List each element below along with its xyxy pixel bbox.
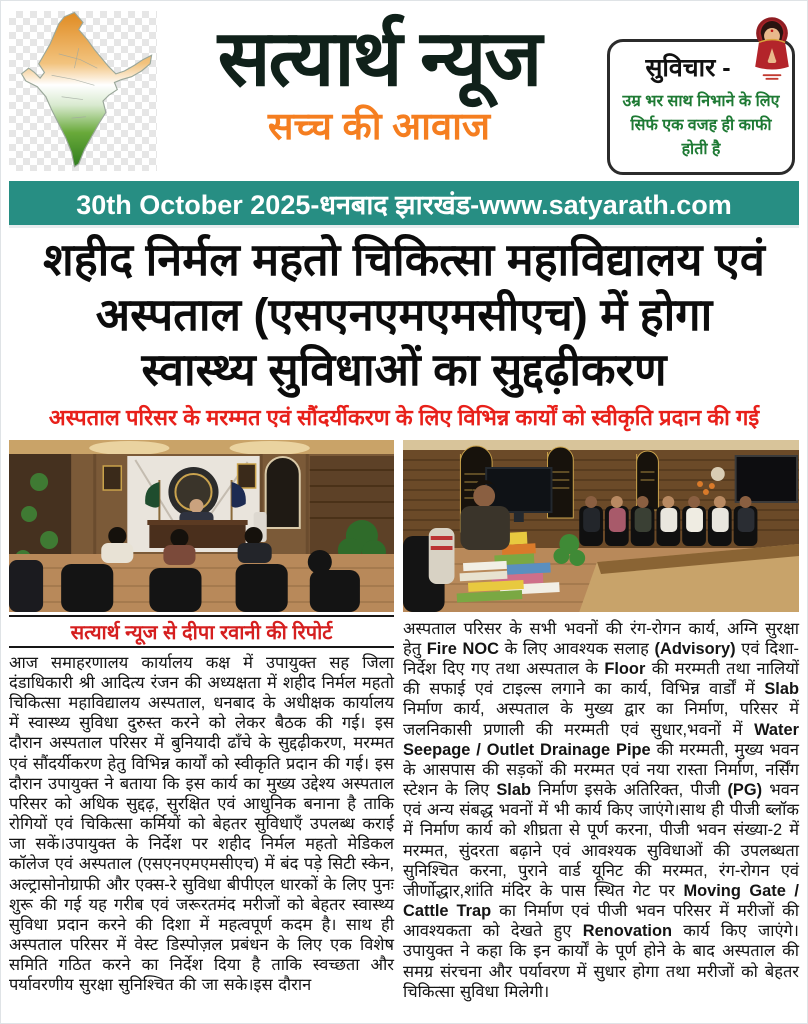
headline xyxy=(9,233,799,398)
column-right xyxy=(403,440,799,1002)
dateline-banner: 30th October 2025-धनबाद झारखंड-www.satyarath.com xyxy=(9,181,799,225)
headline-line-1: शहीद निर्मल महतो चिकित्सा महाविद्यालय एवं xyxy=(43,234,765,285)
india-map-icon xyxy=(9,11,157,171)
newspaper-title: सत्यार्थ न्यूज xyxy=(217,14,541,102)
subheadline: अस्पताल परिसर के मरम्मत एवं सौंदर्यीकरण के लिए विभिन्न कार्यों को स्वीकृति प्रदान की गई xyxy=(48,404,760,430)
column-left xyxy=(9,440,394,1002)
masthead xyxy=(9,9,799,177)
article-text-left: आज समाहरणालय कार्यालय कक्ष में उपायुक्त सह जिला दंडाधिकारी श्री आदित्य रंजन की अध्यक्षता में शहीद निर्मल महतो चिकित्सा महाविद्यालय अस्पताल, धनबाद के अधीक्षक कार्यालय में स्वास्थ्य सुविधा दुरुस्त करने को लेकर बैठक की गई। इस दौरान अस्पताल परिसर में बुनियादी ढाँचे के सुद्दढ़ीकरण, मरम्मत एवं सौंदर्यीकरण हेतु विभिन्न कार्यों को स्वीकृति प्रदान की गई। इस दौरान उपायुक्त ने बताया कि इस कार्य का मुख्य उद्देश्य अस्पताल परिसर को अधिक सुद्दढ़, सुरक्षित एवं आधुनिक बनाना है ताकि रोगियों एवं चिकित्सा कर्मियों को बेहतर सुविधाएँ उपलब्ध कराई जा सकें।उपायुक्त के निर्देश पर शहीद निर्मल महतो मेडिकल कॉलेज एवं अस्पताल (एसएनएमएमसीएच) में बंद पड़े सिटी स्केन, अल्ट्रासोनोग्राफी और एक्स-रे सुविधा बीपीएल धारकों के लिए पुनः शुरू की गई यह गरीब एवं जरूरतमंद मरीजों को बेहतर स्वास्थ्य सुविधा प्रदान करने की दिशा में महत्वपूर्ण कदम है। साथ ही अस्पताल परिसर में वेस्ट डिस्पोज़ल प्रबंधन के लिए एक विशेष समिति गठित करने का निर्देश दिया है ताकि स्वच्छता और पर्यावरणीय सुरक्षा सुनिश्चित की जा सके।इस दौरान xyxy=(9,653,394,995)
article-columns xyxy=(9,440,799,1002)
suvichar-box xyxy=(607,39,795,175)
headline-line-2: अस्पताल (एसएनएमएमसीएच) में होगा xyxy=(95,288,713,340)
goddess-namaste-logo-icon xyxy=(744,14,800,84)
photo-officer-desk-meeting xyxy=(403,440,799,612)
report-credit: सत्यार्थ न्यूज से दीपा रवानी की रिपोर्ट xyxy=(9,615,394,648)
headline-line-3: स्वास्थ्य सुविधाओं का सुद्दढ़ीकरण xyxy=(141,343,667,395)
photo-meeting-room-office xyxy=(9,440,394,612)
title-block xyxy=(157,9,601,151)
suvichar-quote: उम्र भर साथ निभाने के लिए सिर्फ एक वजह ही काफी होती है xyxy=(622,93,780,158)
newspaper-tagline: सच्च की आवाज xyxy=(267,105,491,148)
article-text-right: अस्पताल परिसर के सभी भवनों की रंग-रोगन कार्य, अग्नि सुरक्षा हेतु Fire NOC के लिए आवश्यक सलाह (Advisory) एवं दिशा-निर्देश दिए गए तथा अस्पताल के Floor की मरम्मती तथा नालियों की सफाई एवं टाइल्स लगाने का कार्य, विभिन्न वार्डों में Slab निर्माण कार्य, अस्पताल के मुख्य द्वार का निर्माण, परिसर में जलनिकासी प्रणाली की मरम्मती एवं सुधार,भवनों में Water Seepage / Outlet Drainage Pipe की मरम्मती, मुख्य भवन के आसपास की सड़कों की मरम्मत एवं नया रास्ता निर्माण, नर्सिंग स्टेशन के लिए Slab निर्माण इसके अतिरिक्त, पीजी (PG) भवन एवं अन्य संबद्ध भवनों में भी कार्य किए जाएंगे।साथ ही पीजी ब्लॉक में निर्माण कार्य को शीघ्रता से पूर्ण करना, पीजी भवन संख्या-2 में मरम्मत, सुंदरता बढ़ाने एवं आवश्यक सुविधाओं की उपलब्धता सुनिश्चित करना, पुराने वार्ड यूनिट की मरम्मत, रंग-रोगन एवं जीर्णोद्धार,शांति मंदिर के पास स्थित गेट पर Moving Gate / Cattle Trap का निर्माण एवं पीजी भवन परिसर में मरीजों की आवश्यकता को देखते हुए Renovation कार्य किए जाएंगे।उपायुक्त ने कहा कि इन कार्यों के पूर्ण होने के बाद अस्पताल की समग्र संरचना और पर्यावरण में सुधार होगा तथा मरीजों को बेहतर चिकित्सा सुविधा मिलेगी। xyxy=(403,619,800,1001)
suvichar-label: सुविचार - xyxy=(645,54,731,82)
